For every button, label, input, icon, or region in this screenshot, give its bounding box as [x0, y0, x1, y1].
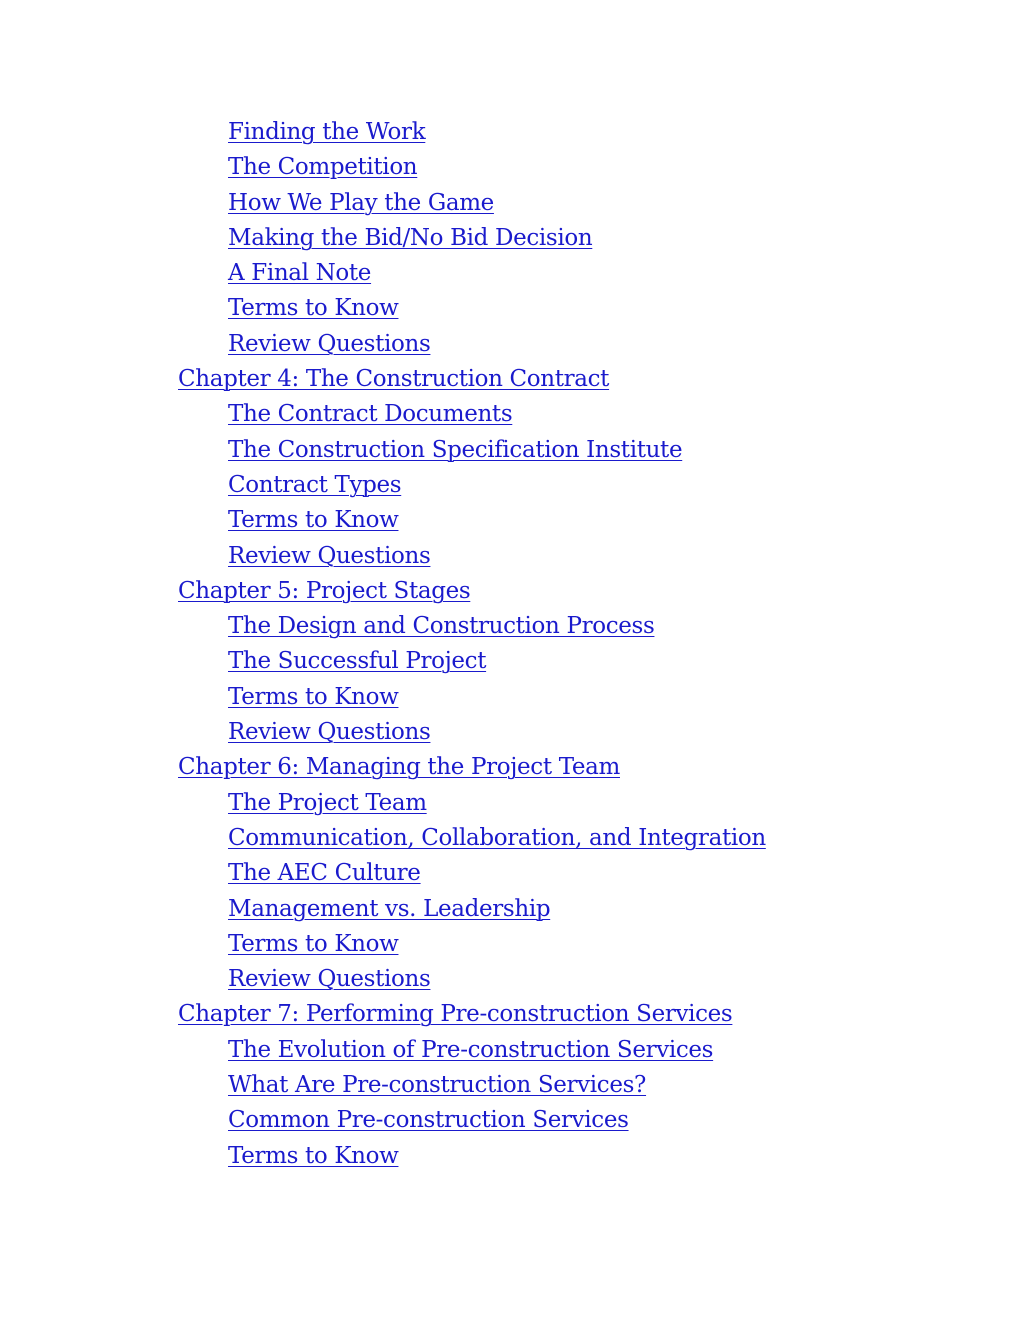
toc-chapter-item — [0, 362, 1020, 397]
toc-section-link[interactable]: Review Questions — [228, 330, 431, 357]
toc-section-link[interactable]: Finding the Work — [228, 119, 426, 145]
toc-section-item — [0, 256, 1020, 291]
toc-section-item — [0, 327, 1020, 362]
toc-section-link[interactable]: What Are Pre-construction Services? — [228, 1072, 647, 1099]
toc-section-link[interactable]: How We Play the Game — [228, 189, 494, 216]
toc-section-item — [0, 1139, 1020, 1174]
toc-chapter-link[interactable]: Chapter 7: Performing Pre-construction Services — [178, 1001, 733, 1028]
toc-section-item — [0, 433, 1020, 468]
toc-section-item — [0, 856, 1020, 891]
toc-chapter-link[interactable]: Chapter 5: Project Stages — [178, 577, 471, 604]
toc-section-item — [0, 150, 1020, 185]
toc-section-item — [0, 927, 1020, 962]
toc-section-item — [0, 186, 1020, 221]
toc-section-link[interactable]: The Successful Project — [228, 648, 487, 675]
table-of-contents — [0, 115, 1020, 1174]
toc-section-link[interactable]: Contract Types — [228, 471, 402, 498]
toc-section-link[interactable]: The Contract Documents — [228, 401, 513, 428]
toc-chapter-item — [0, 750, 1020, 785]
toc-chapter-link[interactable]: Chapter 4: The Construction Contract — [178, 366, 610, 393]
toc-section-link[interactable]: Terms to Know — [228, 507, 399, 534]
toc-section-item — [0, 1033, 1020, 1068]
toc-section-link[interactable]: The AEC Culture — [228, 860, 421, 887]
toc-section-link[interactable]: Review Questions — [228, 719, 431, 746]
toc-section-item — [0, 892, 1020, 927]
toc-section-link[interactable]: The Evolution of Pre-construction Services — [228, 1036, 714, 1063]
toc-section-link[interactable]: Management vs. Leadership — [228, 895, 551, 922]
toc-section-link[interactable]: Terms to Know — [228, 930, 399, 957]
toc-section-link[interactable]: Review Questions — [228, 542, 431, 569]
toc-section-link[interactable]: A Final Note — [228, 260, 372, 287]
toc-section-link[interactable]: Terms to Know — [228, 295, 399, 322]
toc-section-item — [0, 715, 1020, 750]
toc-section-item — [0, 609, 1020, 644]
toc-section-link[interactable]: Review Questions — [228, 966, 431, 993]
toc-section-item — [0, 221, 1020, 256]
toc-section-link[interactable]: Terms to Know — [228, 683, 399, 710]
toc-section-item — [0, 786, 1020, 821]
toc-section-link[interactable]: Terms to Know — [228, 1142, 399, 1169]
toc-section-item — [0, 821, 1020, 856]
toc-section-item — [0, 680, 1020, 715]
toc-section-link[interactable]: Making the Bid/No Bid Decision — [228, 224, 593, 251]
toc-section-link[interactable]: The Competition — [228, 154, 418, 181]
toc-section-item — [0, 115, 1020, 150]
toc-section-item — [0, 291, 1020, 326]
toc-section-link[interactable]: Common Pre-construction Services — [228, 1107, 629, 1134]
toc-section-link[interactable]: The Project Team — [228, 789, 427, 816]
toc-section-item — [0, 468, 1020, 503]
toc-section-item — [0, 1068, 1020, 1103]
toc-section-link[interactable]: The Design and Construction Process — [228, 613, 655, 640]
toc-section-item — [0, 503, 1020, 538]
toc-chapter-link[interactable]: Chapter 6: Managing the Project Team — [178, 754, 620, 781]
toc-section-item — [0, 962, 1020, 997]
toc-section-item — [0, 397, 1020, 432]
toc-section-link[interactable]: Communication, Collaboration, and Integration — [228, 824, 766, 851]
toc-chapter-item — [0, 997, 1020, 1032]
toc-section-item — [0, 644, 1020, 679]
toc-chapter-item — [0, 574, 1020, 609]
toc-section-item — [0, 539, 1020, 574]
toc-section-item — [0, 1103, 1020, 1138]
toc-section-link[interactable]: The Construction Specification Institute — [228, 436, 683, 463]
